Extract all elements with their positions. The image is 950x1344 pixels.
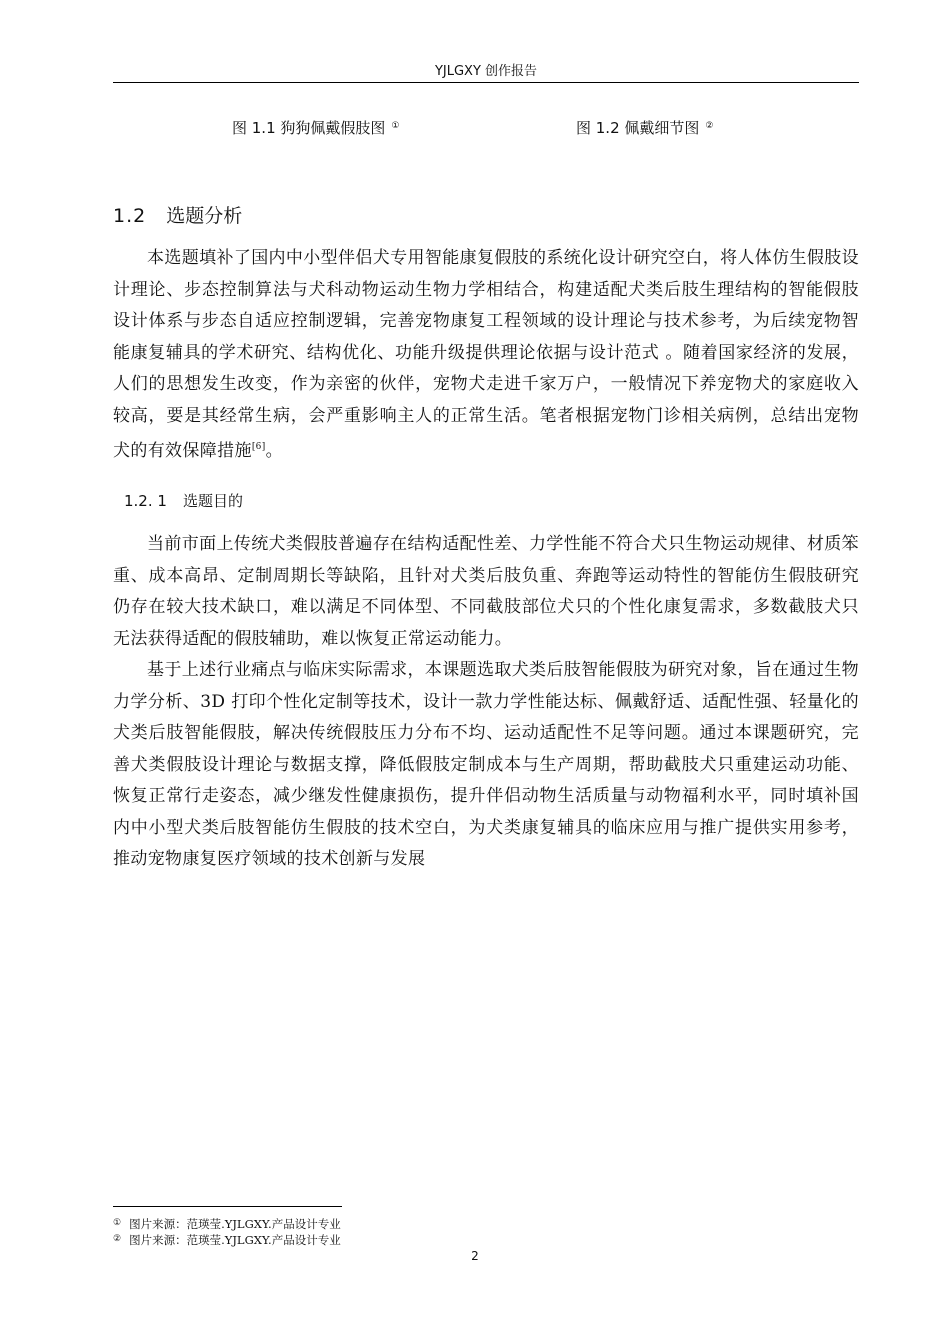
footnote-ref[interactable]: ② — [705, 121, 714, 131]
footnote-text: 图片来源：范瑛莹.YJLGXY.产品设计专业 — [129, 1233, 341, 1247]
footnote-text: 图片来源：范瑛莹.YJLGXY.产品设计专业 — [129, 1217, 341, 1231]
citation-ref[interactable]: [6] — [251, 442, 266, 452]
footnote-mark: ① — [113, 1218, 122, 1228]
section-title: 选题分析 — [166, 205, 243, 227]
figure-caption-text: 图 1.1 狗狗佩戴假肢图 — [232, 119, 386, 137]
section-heading — [113, 204, 242, 228]
footnote-mark: ② — [113, 1234, 122, 1244]
figure-caption-1 — [232, 116, 399, 138]
footnote-2 — [113, 1232, 341, 1248]
subsection-title: 选题目的 — [182, 492, 243, 510]
footnote-1 — [113, 1216, 341, 1232]
footnote-ref[interactable]: ① — [391, 121, 400, 131]
subsection-paragraph-1: 当前市面上传统犬类假肢普遍存在结构适配性差、力学性能不符合犬只生物运动规律、材质笨重、成本高昂、定制周期长等缺陷，且针对犬类后肢负重、奔跑等运动特性的智能仿生假肢研究仍存在较大技术缺口，难以满足不同体型、不同截肢部位犬只的个性化康复需求，多数截肢犬只无法获得适配的假肢辅助，难以恢复正常运动能力。 — [113, 534, 859, 649]
figure-caption-text: 图 1.2 佩戴细节图 — [576, 119, 700, 137]
subsection-heading — [124, 491, 243, 511]
subsection-paragraph-2: 基于上述行业痛点与临床实际需求，本课题选取犬类后肢智能假肢为研究对象，旨在通过生物力学分析、3D 打印个性化定制等技术，设计一款力学性能达标、佩戴舒适、适配性强、轻量化的犬类后肢智能假肢，解决传统假肢压力分布不均、运动适配性不足等问题。通过本课题研究，完善犬类假肢设计理论与数据支撑，降低假肢定制成本与生产周期，帮助截肢犬只重建运动功能、恢复正常行走姿态，减少继发性健康损伤，提升伴侣动物生活质量与动物福利水平，同时填补国内中小型犬类后肢智能仿生假肢的技术空白，为犬类康复辅具的临床应用与推广提供实用参考，推动宠物康复医疗领域的技术创新与发展 — [113, 660, 859, 869]
page-number: 2 — [471, 1249, 479, 1263]
paragraph-end: 。 — [265, 441, 283, 461]
page-header: YJLGXY 创作报告 — [434, 64, 538, 79]
header-divider — [113, 82, 859, 83]
subsection-number: 1.2. 1 — [124, 492, 167, 510]
figure-caption-2 — [576, 116, 713, 138]
paragraph-text: 本选题填补了国内中小型伴侣犬专用智能康复假肢的系统化设计研究空白，将人体仿生假肢设计理论、步态控制算法与犬科动物运动生物力学相结合，构建适配犬类后肢生理结构的智能假肢设计体系与步态自适应控制逻辑，完善宠物康复工程领域的设计理论与技术参考，为后续宠物智能康复辅具的学术研究、结构优化、功能升级提供理论依据与设计范式 。随着国家经济的发展，人们的思想发生改变，作为亲密的伙伴，宠物犬走进千家万户，一般情况下养宠物犬的家庭收入较高，要是其经常生病，会严重影响主人的正常生活。笔者根据宠物门诊相关病例，总结出宠物犬的有效保障措施 — [113, 248, 859, 461]
footnote-divider — [113, 1206, 342, 1207]
section-number: 1.2 — [113, 205, 147, 227]
section-paragraph — [113, 243, 859, 468]
